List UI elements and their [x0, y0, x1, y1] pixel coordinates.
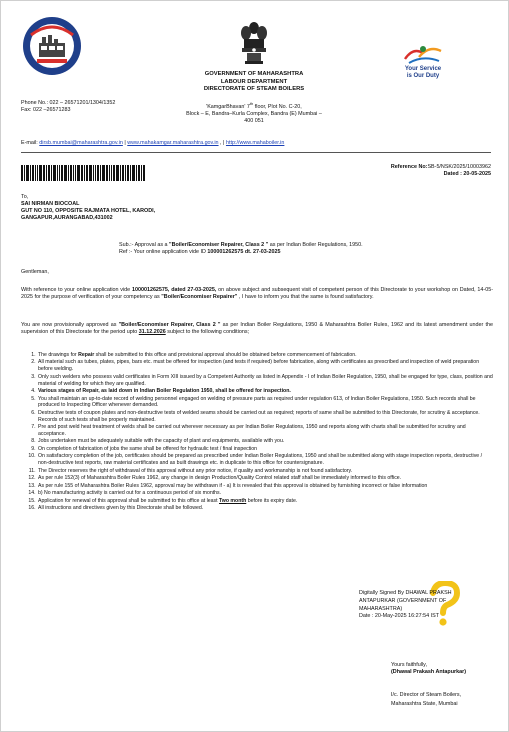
condition-item: 1. The drawings for Repair shall be submitted to this office and provisional approval should be obtained before commencement of fabrication. [37, 352, 493, 359]
header-divider [21, 152, 491, 153]
addressee-address-line-1: GUT NO 110, OPPOSITE RAJMATA HOTEL, KARODI, [21, 208, 156, 215]
condition-item: 9. On completion of fabrication of jobs the same shall be offered for hydraulic test / final inspection [37, 446, 493, 453]
slogan-line-2: is Our Duty [406, 72, 440, 79]
condition-item: 12. As per rule 152(3) of Maharashtra Boiler Rules 1962, any change in design Production/Quality Control related staff shall be immediately informed to this office. [37, 475, 493, 482]
mahaboiler-link[interactable]: http://www.mahaboiler.in [225, 140, 285, 146]
condition-item: 3. Only such welders who possess valid certificates in Form XIII issued by a Competent Authority as listed in Appendix - I of Indian Boiler Regulation, 1950, shall be engaged for type, class, position and material of welding for which they are qualified. [37, 374, 493, 388]
slogan-line-1: Your Service [404, 66, 442, 72]
condition-item: 10. On satisfactory completion of the job, certificates should be prepared as prescribed under Indian Boiler Regulations, 1950 and shall be submitted along with stage inspection reports, destructive / non-destructive test reports, raw material certificates and as built drawings etc. in duplicate to this office for countersignature. [37, 453, 493, 467]
header-directorate: DIRECTORATE OF STEAM BOILERS [203, 86, 305, 93]
signatory-title-2: Maharashtra State, Mumbai [391, 700, 458, 707]
reference-line: Ref :- Your online application vide ID 100001262575 dt. 27-03-2025 [119, 249, 281, 256]
header-address-line-2: Block – E, Bandra–Kurla Complex, Bandra (E) Mumbai – [186, 110, 322, 117]
condition-item: 14. b) No manufacturing activity is carried out for a continuous period of six months. [37, 490, 493, 497]
state-emblem [235, 19, 273, 65]
barcode [21, 165, 181, 181]
phone-number: Phone No.: 022 – 26571201/1304/1352 [21, 100, 116, 106]
digital-signature: Digitally Signed By DHAWAL PRAKSH ANTAPURKAR (GOVERNMENT OF MAHARASHTRA) Date : 20-May-2025 16:27:54 IST [359, 590, 452, 620]
condition-item: 4. Various stages of Repair, as laid down in Indian Boiler Regulation 1950, shall be offered for inspection. [37, 388, 493, 395]
condition-item: 5. You shall maintain an up-to-date record of welding personnel engaged on welding of pressure parts as required under regulation 613, of Indian Boiler Regulations, 1950. Such records shall be produced to Inspecting Officer whenever demanded. [37, 396, 493, 410]
signatory-name: (Dhawal Prakash Antapurkar) [391, 669, 466, 676]
condition-item: 11. The Director reserves the right of withdrawal of this approval without any prior notice, if quality and workmanship is not found satisfactory. [37, 468, 493, 475]
reference-date: Dated : 20-05-2025 [443, 171, 491, 178]
condition-item: 2. All material such as tubes, plates, pipes, bars etc. must be offered for inspection (and tests if required) before fabrication, along with certificates as prescribed and inspection of weld preparation before welding. [37, 359, 493, 373]
condition-item: 7. Pre and post weld heat treatment of welds shall be carried out wherever necessary as per Indian Boiler Regulations, 1950 and reports along with charts shall be submitted for scrutiny and acceptance. [37, 424, 493, 438]
paragraph-approval: You are now provisionally approved as "Boiler/Economiser Repairer, Class 2 " as per Indian Boiler Regulations, 1950 & Maharashtra Boiler Rules, 1962 and its latest amendment under the supervision of this Directorate for the period upto 31.12.2026 subject to the following conditions; [21, 322, 493, 336]
signatory-title-1: I/c. Director of Steam Boilers, [391, 692, 462, 698]
subject-line: Sub.:- Approval as a "Boiler/Economiser Repairer, Class 2 " as per Indian Boiler Regulations, 1950. [119, 242, 363, 248]
reference-number: Reference No:SB-5/NSK/2025/10003962 [390, 164, 491, 170]
conditions-list [21, 352, 493, 512]
condition-item: 16. All instructions and directives given by this Directorate shall be followed. [37, 505, 493, 512]
mahakamgar-link[interactable]: www.mahakamgar.maharashtra.gov.in [127, 140, 219, 146]
condition-item: 8. Jobs undertaken must be adequately suitable with the capacity of plant and equipments, available with you. [37, 438, 493, 445]
closing-yours-faithfully: Yours faithfully, [391, 662, 427, 668]
condition-item: 13. As per rule 155 of Maharashtra Boiler Rules 1962, approval may be withdrawn if - a) It is revealed that this approval is obtained by furnishing incorrect or false information [37, 483, 493, 490]
contact-links: E-mail: dirsb.mumbai@maharashtra.gov.in | www.mahakamgar.maharashtra.gov.in , | http://www.mahaboiler.in [21, 140, 285, 146]
paragraph-reference: With reference to your online application vide 100001262575, dated 27-03-2025, on above subject and subsequent visit of competent person of this Directorate to your workshop on Dated, 14-05-2025 for the purpose of verification of your competency as "Boiler/Economiser Repairer" , I have to inform you that the same is found satisfactory. [21, 287, 493, 301]
fax-number: Fax: 022 –26571283 [21, 107, 71, 114]
header-department: LABOUR DEPARTMENT [220, 78, 288, 85]
condition-item: 6. Destructive tests of coupon plates and non-destructive tests of welded seams should be carried out as required; reports of same shall be submitted to this Directorate, for scrutiny & acceptance. Records of such tests shall be properly maintained. [37, 410, 493, 424]
salutation: Gentleman, [21, 269, 49, 275]
addressee-address-line-2: GANGAPUR,AURANGABAD,431002 [21, 215, 113, 222]
to-label: To, [21, 194, 29, 200]
header-address-line-3: 400 051 [244, 118, 264, 125]
header-government: GOVERNMENT OF MAHARASHTRA [204, 71, 304, 77]
addressee-name: SAI NIRMAN BIOCOAL [21, 201, 80, 208]
email-link[interactable]: dirsb.mumbai@maharashtra.gov.in [39, 140, 123, 146]
service-logo [399, 43, 447, 65]
condition-item: 15. Application for renewal of this approval shall be submitted to this office at least Two month before its expiry date. [37, 498, 493, 505]
header-address-line-1: 'KamgarBhavan' 7th floor, Plot No. C-20, [206, 101, 302, 110]
directorate-logo [21, 15, 83, 77]
